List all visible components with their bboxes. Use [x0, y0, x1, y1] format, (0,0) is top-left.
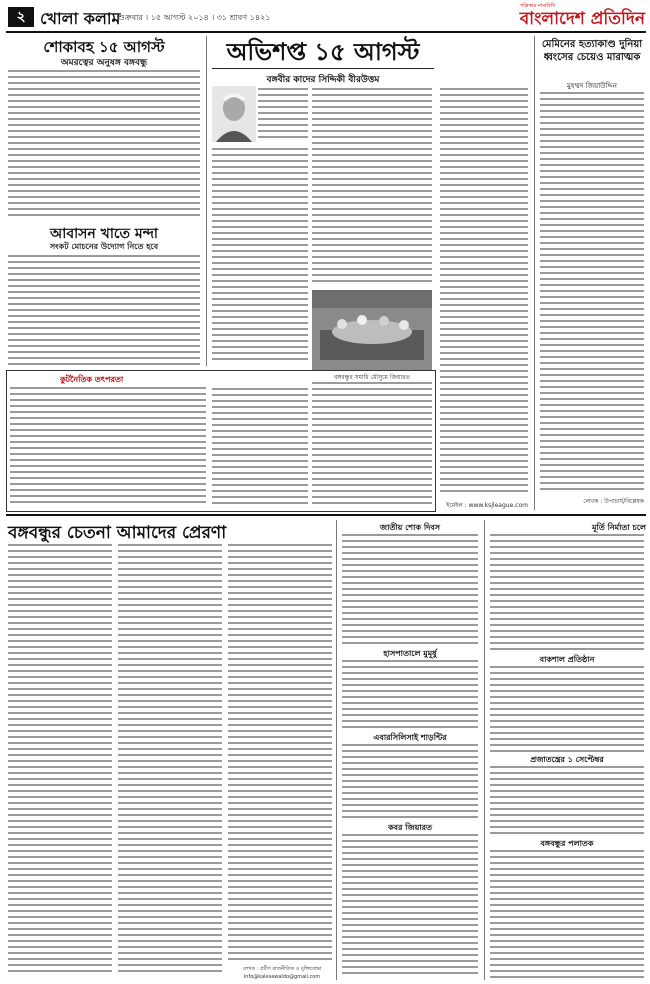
- main-byline: বঙ্গবীর কাদের সিদ্দিকী বীরউত্তম: [266, 75, 380, 85]
- dateline: শুক্রবার । ১৫ আগস্ট ২০১৪ । ৩১ শ্রাবণ ১৪২১: [118, 13, 271, 22]
- editorial-headline: আবাসন খাতে মন্দা: [50, 226, 158, 242]
- diplomacy-box-text: [10, 387, 206, 505]
- mid-item-title-1: জাতীয় শোক দিবস: [379, 523, 441, 532]
- bottom-section-rule: [6, 514, 646, 516]
- bottom-author-line: লেখক : প্রবীণ রাজনীতিক ও মুক্তিযোদ্ধা: [242, 966, 322, 972]
- mid-item-title-4: কবর জিয়ারত: [387, 823, 433, 832]
- right-item-title-3: প্রজাতন্ত্রের ১ সেপ্টেম্বর: [530, 755, 604, 764]
- main-headline-rule: [212, 68, 434, 69]
- right-item-text-4: [490, 850, 644, 980]
- page-number: ২: [8, 7, 34, 27]
- mid-item-title-3: এবারসিলিসাই শাড়ন্টির: [373, 733, 447, 742]
- mid-item-text-2: [342, 660, 478, 730]
- left-headline: শোকাবহ ১৫ আগস্ট: [43, 38, 165, 56]
- left-column-divider: [206, 36, 207, 366]
- right-item-title-4: বঙ্গবন্ধুর পলাতক: [540, 839, 594, 848]
- bottom-author-email: Info@kalesawaldo@gmail.com: [243, 974, 321, 980]
- right-item-text-1: [490, 534, 644, 652]
- logo-tag: পত্রিকার নামাবিধি: [520, 3, 555, 9]
- main-headline: অভিশপ্ত ১৫ আগস্ট: [226, 38, 420, 66]
- right-item-title-1: মূর্তি নির্মাতা চলে: [592, 523, 646, 532]
- section-name: খোলা কলাম: [40, 9, 121, 28]
- masthead-rule: [6, 31, 646, 33]
- newspaper-logo: বাংলাদেশ প্রতিদিন: [519, 9, 645, 29]
- main-text-col1: [258, 88, 308, 144]
- right-byline: মুহম্মদ জিয়াউদ্দিন: [567, 82, 617, 90]
- diplomacy-box-title: কুটনৈতিক তৎপরতা: [60, 374, 123, 388]
- tomb-photo: [312, 290, 432, 370]
- right-footnote: লেখক : উপাচার্য/বিশ্লেষক: [583, 498, 644, 505]
- main-text-col1-lower: [212, 148, 308, 366]
- main-text-col4: [312, 382, 432, 508]
- masthead: [0, 0, 650, 30]
- tomb-photo-caption: বঙ্গবন্ধুর সমাধি মৌসুমে জিয়ারত: [334, 374, 410, 381]
- bottom-mid-divider: [336, 520, 337, 980]
- mid-item-title-2: হাসপাতালে মুমূর্ষু: [383, 649, 437, 658]
- bottom-headline: বঙ্গবন্ধুর চেতনা আমাদের প্রেরণা: [8, 523, 227, 543]
- bottom-text-col1: [8, 544, 112, 980]
- right-headline: মেমিনের হত্যাকাণ্ড দুনিয়া ধ্বংসের চেয়েও মারাত্মক: [541, 39, 643, 63]
- mid-item-text-3: [342, 744, 478, 818]
- main-text-col3: [212, 388, 308, 508]
- main-text-col5: [440, 88, 528, 496]
- mid-item-text-4: [342, 834, 478, 980]
- right-item-text-2: [490, 666, 644, 752]
- bottom-text-col3: [228, 544, 332, 964]
- bottom-right-divider: [484, 520, 485, 980]
- left-subheadline: অমরত্বের অনুষঙ্গ বঙ্গবন্ধু: [60, 58, 148, 68]
- author-photo: [212, 86, 256, 142]
- right-item-text-3: [490, 766, 644, 836]
- mid-item-text-1: [342, 534, 478, 646]
- bottom-text-col2: [118, 544, 222, 980]
- main-text-col2: [312, 88, 432, 288]
- right-column-divider: [534, 36, 535, 510]
- right-item-title-2: বাকশাল প্রতিষ্ঠান: [539, 655, 595, 664]
- editorial-text: [8, 255, 200, 367]
- left-article-text: [8, 70, 200, 218]
- editorial-subheadline: সংকট মোচনের উদ্যোগ নিতে হবে: [49, 242, 159, 251]
- main-author-email: ইমেইল : www.ksjleague.com: [446, 502, 528, 509]
- right-article-text: [540, 92, 644, 492]
